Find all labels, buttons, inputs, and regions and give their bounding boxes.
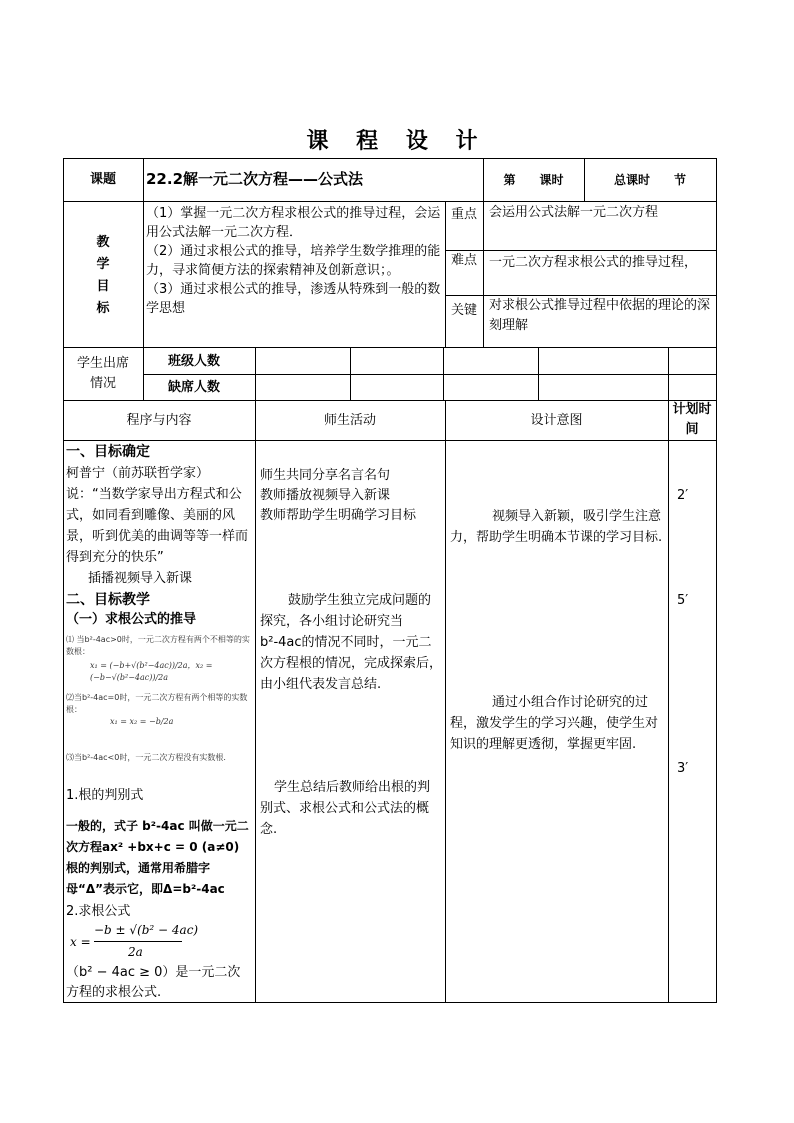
- column-activity: 师生活动: [323, 413, 376, 428]
- formula-denominator: 2a: [128, 945, 143, 959]
- activity-3: 教师帮助学生明确学习目标: [260, 508, 417, 523]
- case-2-formula: x₁ = x₂ = −b/2a: [110, 717, 174, 726]
- time-2: 5′: [677, 593, 689, 608]
- column-time: 计划时间: [672, 402, 712, 437]
- case-1: ⑴ 当b²-4ac>0时，一元二次方程有两个不相等的实数根：: [66, 635, 250, 656]
- case-3: ⑶当b²-4ac<0时，一元二次方程没有实数根．: [66, 753, 232, 762]
- crux-point: 对求根公式推导过程中依据的理论的深刻理解: [489, 298, 711, 333]
- key-point-label: 重点: [450, 207, 477, 222]
- crux-label: 关键: [450, 303, 477, 318]
- activity-1: 师生共同分享名言名句: [260, 468, 391, 483]
- period-label: 第 课时: [503, 173, 564, 187]
- objectives-label: 教 学 目 标: [96, 235, 110, 316]
- lesson-subject: 22.2解一元二次方程——公式法: [146, 170, 364, 188]
- activity-2: 教师播放视频导入新课: [260, 488, 391, 503]
- class-count-label: 班级人数: [168, 354, 221, 369]
- objective-item: （2）通过求根公式的推导，培养学生数学推理的能力，寻求简便方法的探索精神及创新意识；。: [146, 244, 441, 278]
- subsection-derivation: （一）求根公式的推导: [66, 612, 197, 627]
- activity-4: 鼓励学生独立完成问题的探究，各小组讨论研究当b²-4ac的情况不同时，一元二次方程根的情况，完成探索后，由小组代表发言总结.: [260, 593, 443, 692]
- subject-label: 课题: [89, 172, 116, 187]
- attendance-label: 学生出席情况: [76, 356, 129, 391]
- formula-note: （b² − 4ac ≥ 0）是一元二次方程的求根公式.: [66, 965, 241, 1000]
- page-title: 课 程 设 计: [306, 129, 488, 154]
- difficult-point-label: 难点: [450, 253, 477, 268]
- discriminant-text: 一般的，式子 b²-4ac 叫做一元二次方程ax² +bx+c = 0 (a≠0) 根的判别式，通常用希腊字母“Δ”表示它，即Δ=b²-4ac: [66, 819, 249, 896]
- case-1-formula: x₁ = (−b+√(b²−4ac))/2a，x₂ = (−b−√(b²−4ac))/2a: [90, 661, 213, 682]
- quote-text: 柯普宁（前苏联哲学家）说：“当数学家导出方程式和公式，如同看到雕像、美丽的风景，听到优美的曲调等等一样而得到充分的快乐”: [66, 466, 249, 565]
- play-video-text: 插播视频导入新课: [88, 571, 193, 586]
- objective-item: （3）通过求根公式的推导，渗透从特殊到一般的数学思想: [146, 282, 441, 316]
- section-goal: 一、目标确定: [66, 444, 150, 460]
- fraction-bar: [94, 941, 182, 942]
- key-point: 会运用公式法解一元二次方程: [489, 205, 659, 220]
- quadratic-formula: [70, 923, 250, 963]
- total-periods-label: 总课时 节: [613, 173, 686, 187]
- column-procedure: 程序与内容: [126, 413, 192, 428]
- absent-count-label: 缺席人数: [168, 380, 221, 395]
- column-intent: 设计意图: [530, 413, 583, 428]
- objective-item: （1）掌握一元二次方程求根公式的推导过程，会运用公式法解一元二次方程．: [146, 206, 441, 240]
- discriminant-title: 1.根的判别式: [66, 788, 144, 803]
- intent-2: 通过小组合作讨论研究的过程，激发学生的学习兴趣，使学生对知识的理解更透彻，掌握更牢固.: [450, 695, 659, 752]
- objectives-list: [146, 204, 442, 318]
- activity-5: 学生总结后教师给出根的判别式、求根公式和公式法的概念.: [260, 780, 431, 837]
- time-1: 2′: [677, 488, 689, 503]
- formula-x: x =: [70, 935, 91, 949]
- intent-1: 视频导入新颖，吸引学生注意力，帮助学生明确本节课的学习目标.: [450, 509, 663, 545]
- section-teaching: 二、目标教学: [66, 592, 150, 608]
- difficult-point: 一元二次方程求根公式的推导过程，: [489, 255, 698, 270]
- case-2: ⑵当b²-4ac=0时，一元二次方程有两个相等的实数根：: [66, 693, 248, 714]
- time-3: 3′: [677, 761, 689, 776]
- formula-numerator: −b ± √(b² − 4ac): [94, 923, 199, 937]
- formula-title: 2.求根公式: [66, 904, 131, 919]
